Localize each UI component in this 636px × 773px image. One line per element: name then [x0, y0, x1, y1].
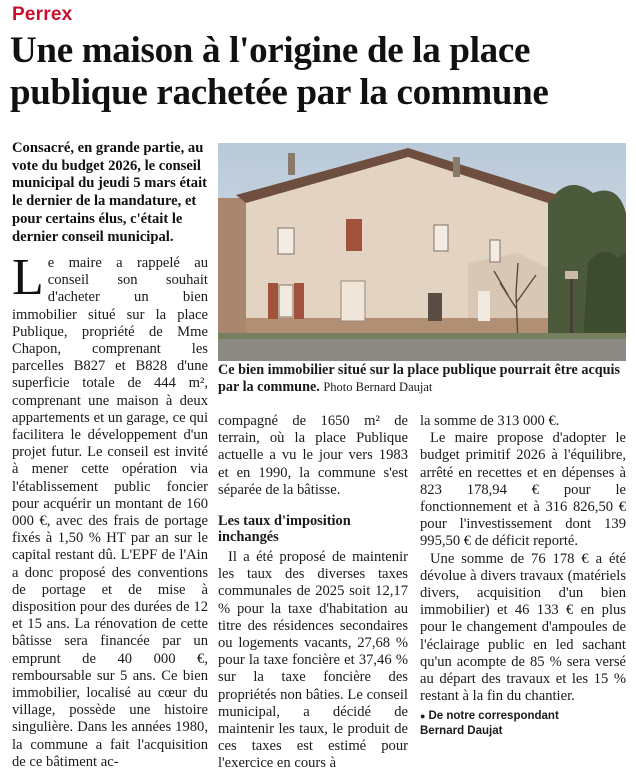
article-lead: Consacré, en grande partie, au vote du budget 2026, le conseil municipal du jeudi 5 mars était le dernier de la mandature, et pour certains élus, c'était le dernier conseil municipal. [12, 140, 207, 245]
article-paragraph: la somme de 313 000 €. [420, 413, 560, 429]
signoff-author: Bernard Daujat [420, 725, 503, 738]
caption-text: Ce bien immobilier situé sur la place publique pourrait être acquis par la commune. [218, 362, 620, 395]
article-paragraph: Le maire propose d'adopter le budget primitif 2026 à l'équilibre, arrêté en recettes et en dépenses à 823 178,94 € pour le fonctionnement et à 316 826,50 € pour l'investissement dont 139 995,50 € de déficit reporté. [420, 430, 626, 550]
photo-credit: Photo Bernard Daujat [323, 380, 433, 394]
article-subheading: Les taux d'imposition inchangés [218, 513, 351, 546]
photo-caption [218, 362, 626, 396]
paragraph-text: e maire a rappelé au conseil son souhait d'acheter un bien immobilier situé sur la place Publique, propriété de Mme Chapon, comprenant les parcelles B827 et B828 d'une superficie totale de 444 m², comprenant une maison à deux appartements et un garage, ce qui facilitera le développement d'un projet futur. Le conseil est invité à mener cette opération via l'établissement public foncier pour acquérir un montant de 160 000 €, avec des frais de portage fixés à 1,50 % HT par an sur le capital restant dû. L'EPF de l'Ain a donc proposé des conventions de portage et de mise à disposition pour des durées de 12 et 15 ans. La rénovation de cette bâtisse sera financée par un emprunt de 40 000 €, remboursable sur 5 ans. Ce bien immobilier, localisé au cœur du village, possède une histoire singulière. Dans les années 1980, la commune a fait l'acquisition de ce bâtiment ac- [12, 255, 208, 770]
article-column-2 [218, 413, 408, 773]
article-column-3 [420, 413, 626, 739]
article-paragraph: compagné de 1650 m² de terrain, où la place Publique actuelle a vu le jour vers 1983 et en 1990, la commune s'est séparée de la bâtisse. [218, 413, 408, 498]
author-signoff [420, 709, 626, 739]
bullet-icon: ● [420, 711, 426, 722]
article-column-1 [12, 249, 208, 771]
drop-cap: L [12, 249, 44, 306]
house-photo-illustration [218, 143, 626, 361]
article-paragraph: Une somme de 76 178 € a été dévolue à divers travaux (matériels divers, acquisition d'un bien immobilier) et 46 133 € en plus pour le changement d'ampoules de l'éclairage public en led sachant qu'un acompte de 85 % sera versé au départ des travaux et les 15 % restant à la fin du chantier. [420, 550, 626, 705]
section-kicker: Perrex [12, 4, 73, 25]
article-photo [218, 143, 626, 361]
signoff-line1: De notre correspondant [428, 710, 559, 723]
article-paragraph [12, 249, 208, 771]
article-paragraph: Il a été proposé de maintenir les taux des diverses taxes communales de 2025 soit 12,17 % pour la taxe d'habitation au titre des résidences secondaires ou logements vacants, 27,68 % pour la taxe foncière et 37,46 % sur la taxe foncière des propriétés non bâties. Le conseil municipal, a décidé de maintenir les taux, le produit de ces taxes est estimé pour l'exercice en cours à [218, 549, 408, 772]
article-headline: Une maison à l'origine de la place publique rachetée par la commune [10, 30, 549, 113]
